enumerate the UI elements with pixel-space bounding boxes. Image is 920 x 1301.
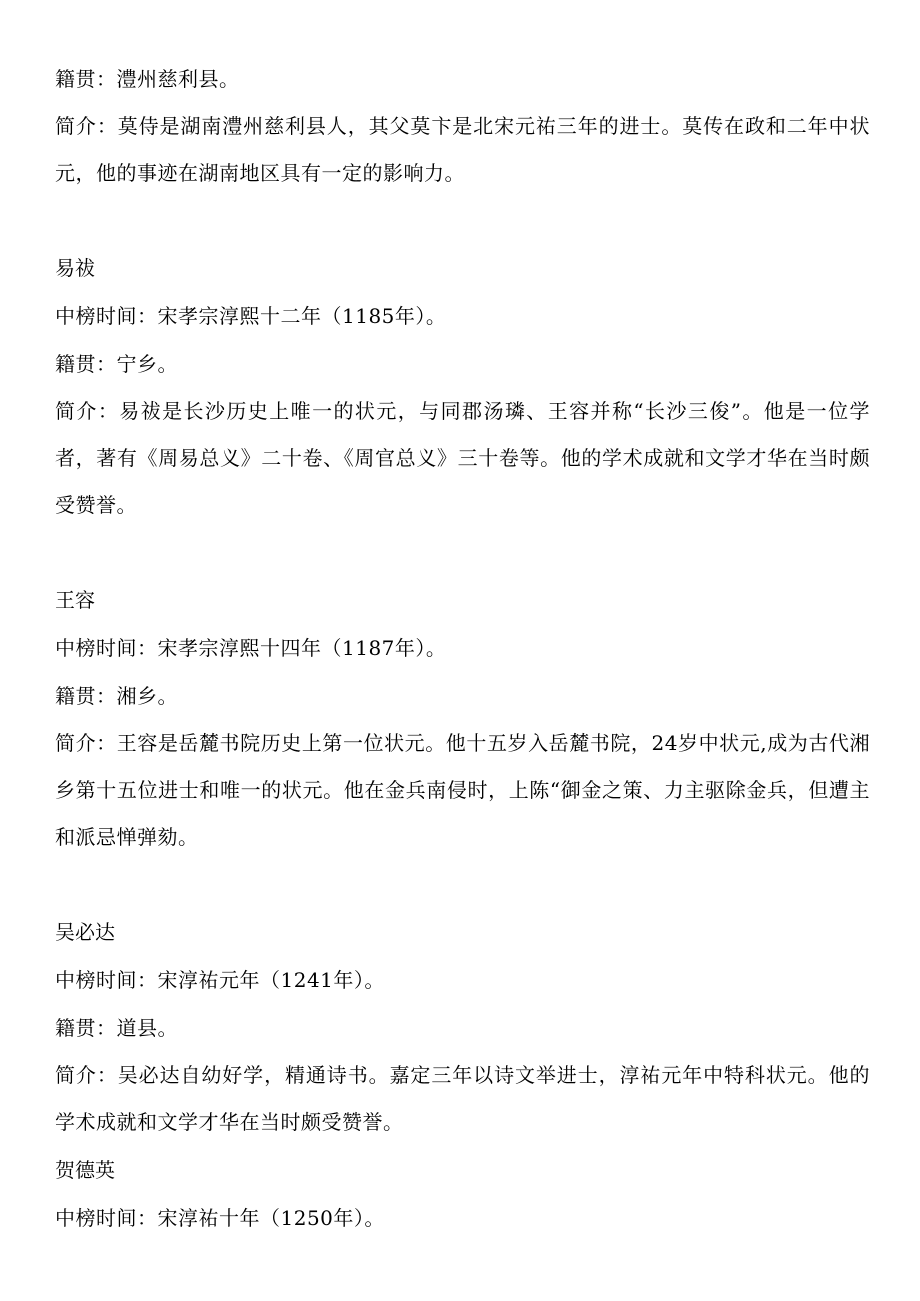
exam-time-line: 中榜时间：宋孝宗淳熙十四年（1187年）。 xyxy=(55,636,447,660)
bio-paragraph: 简介：吴必达自幼好学，精通诗书。嘉定三年以诗文举进士，淳祐元年中特科状元。他的学术成就和文学才华在当时颇受赞誉。 xyxy=(55,1063,870,1134)
entry-name: 吴必达 xyxy=(55,920,115,944)
bio-paragraph: 简介：王容是岳麓书院历史上第一位状元。他十五岁入岳麓书院，24岁中状元,成为古代湘乡第十五位进士和唯一的状元。他在金兵南侵时，上陈“御金之策、力主驱除金兵，但遭主和派忌惮弹劾。 xyxy=(55,731,870,849)
bio-paragraph: 简介：莫侍是湖南澧州慈利县人，其父莫卞是北宋元祐三年的进士。莫传在政和二年中状元，他的事迹在湖南地区具有一定的影响力。 xyxy=(55,114,870,185)
exam-time-line: 中榜时间：宋孝宗淳熙十二年（1185年）。 xyxy=(55,304,447,328)
section-gap xyxy=(55,861,870,908)
origin-line: 籍贯：澧州慈利县。 xyxy=(55,67,240,91)
entry-name: 王容 xyxy=(55,588,95,612)
entry-name: 贺德英 xyxy=(55,1158,115,1182)
origin-line: 籍贯：湘乡。 xyxy=(55,684,178,708)
entry-name: 易祓 xyxy=(55,256,95,280)
section-gap xyxy=(55,529,870,576)
exam-time-line: 中榜时间：宋淳祐十年（1250年）。 xyxy=(55,1206,385,1230)
origin-line: 籍贯：道县。 xyxy=(55,1016,178,1040)
exam-time-line: 中榜时间：宋淳祐元年（1241年）。 xyxy=(55,968,385,992)
bio-paragraph: 简介：易祓是长沙历史上唯一的状元，与同郡汤璘、王容并称“长沙三俊”。他是一位学者，著有《周易总义》二十卷、《周官总义》三十卷等。他的学术成就和文学才华在当时颇受赞誉。 xyxy=(55,399,870,517)
document-page xyxy=(55,55,870,1242)
section-gap xyxy=(55,197,870,244)
origin-line: 籍贯：宁乡。 xyxy=(55,352,178,376)
